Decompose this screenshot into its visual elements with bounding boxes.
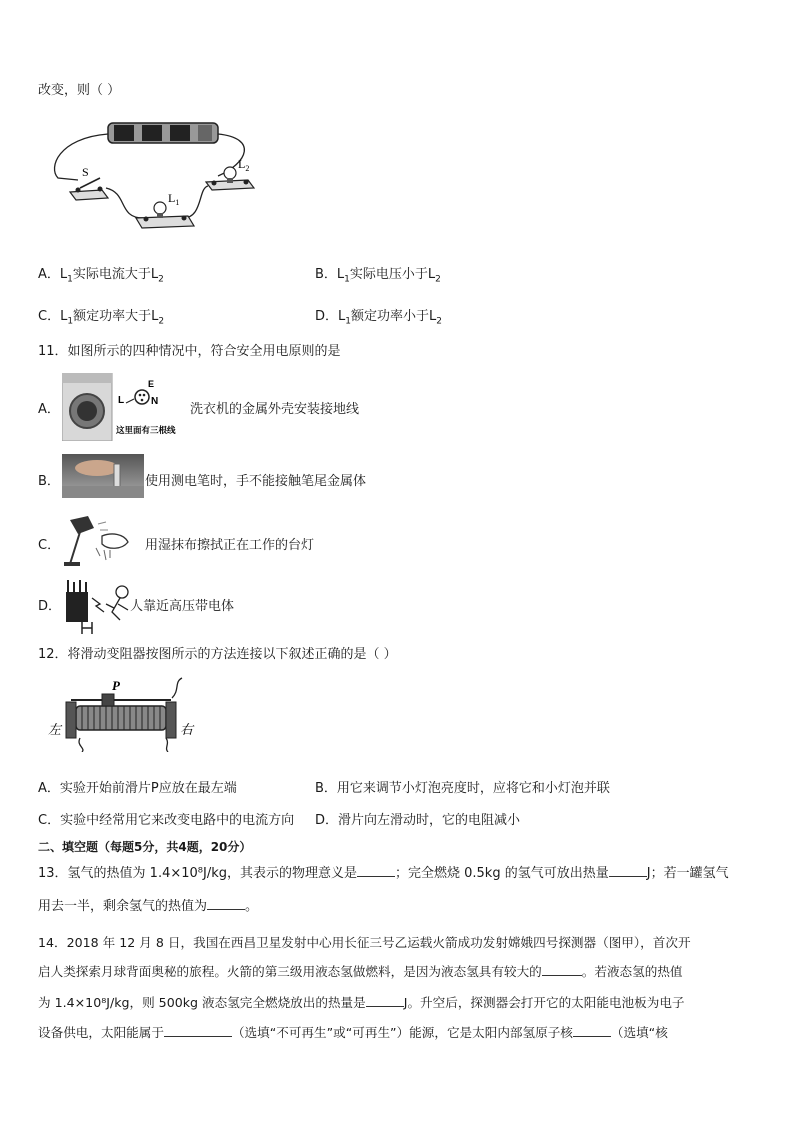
q13-line1: 13．氢气的热值为 1.4×10⁸J/kg，其表示的物理意义是 ；完全燃烧 0.5kg 的氢气可放出热量 J；若一罐氢气 (38, 866, 729, 881)
q14-blank-2[interactable] (366, 994, 404, 1007)
q11-option-a-text: 洗衣机的金属外壳安装接地线 (190, 402, 360, 417)
test-pen-image (62, 454, 144, 498)
three-wire-plug-icon (126, 390, 149, 404)
slider-p-label: P (112, 678, 120, 693)
q12-option-a: A．实验开始前滑片P应放在最左端 (38, 781, 237, 796)
washing-machine-image (62, 373, 190, 441)
q13-blank-2[interactable] (609, 864, 647, 877)
q11-option-a-letter: A． (38, 402, 60, 417)
q14-blank-1[interactable] (542, 963, 582, 976)
q14-blank-3[interactable] (164, 1024, 232, 1037)
q11-option-c-text: 用湿抹布擦拭正在工作的台灯 (145, 538, 315, 553)
q11-option-c-letter: C． (38, 538, 61, 553)
q14-line4: 设备供电，太阳能属于 （选填“不可再生”或“可再生”）能源，它是太阳内部氢原子核 （选填“核 (38, 1025, 668, 1040)
bulb-l1-label: $L_1$ (168, 191, 180, 207)
q14-line2: 启人类探索月球背面奥秘的旅程。火箭的第三级用液态氢做燃料，是因为液态氢具有较大的 。若液态氢的热值 (38, 964, 683, 979)
q12-stem: 12．将滑动变阻器按图所示的方法连接以下叙述正确的是（ ） (38, 647, 397, 662)
wire-label-l: L (118, 395, 125, 406)
circuit-diagram-figure (48, 118, 278, 238)
right-end-label: 右 (180, 723, 194, 738)
q13-blank-3[interactable] (207, 897, 245, 910)
wire-label-e: E (148, 379, 155, 389)
q14-line3: 为 1.4×10⁸J/kg，则 500kg 液态氢完全燃烧放出的热量是 J。升空后，探测器会打开它的太阳能电池板为电子 (38, 995, 685, 1010)
q12-option-d: D．滑片向左滑动时，它的电阻减小 (315, 813, 521, 828)
sliding-rheostat-figure (46, 676, 196, 752)
q10-option-d: D．$L_1$额定功率小于$L_2$ (315, 309, 442, 327)
q11-option-d-text: 人靠近高压带电体 (130, 599, 235, 614)
switch-icon (70, 178, 108, 200)
q10-option-a: A．$L_1$实际电流大于$L_2$ (38, 267, 164, 285)
q14-blank-4[interactable] (573, 1024, 611, 1037)
q10-option-c: C．$L_1$额定功率大于$L_2$ (38, 309, 165, 327)
q14-line1: 14．2018 年 12 月 8 日，我国在西昌卫星发射中心用长征三号乙运载火箭成功发射嫦娥四号探测器（图甲），首次开 (38, 935, 691, 950)
q11-option-b-letter: B． (38, 474, 60, 489)
desk-lamp-image (62, 514, 144, 568)
q10-stem-tail: 改变，则（ ） (38, 83, 121, 98)
left-end-label: 左 (48, 723, 62, 738)
q13-line2: 用去一半，剩余氢气的热值为 。 (38, 899, 259, 914)
switch-label: S (82, 165, 89, 179)
bulb-l2-label: $L_2$ (238, 157, 250, 173)
bulb-l1-icon (136, 202, 194, 228)
q12-option-b: B．用它来调节小灯泡亮度时，应将它和小灯泡并联 (315, 781, 610, 796)
battery-icon (108, 123, 218, 143)
q11-option-b-text: 使用测电笔时，手不能接触笔尾金属体 (145, 474, 367, 489)
wire-caption: 这里面有三根线 (116, 426, 176, 436)
wire-label-n: N (151, 396, 159, 407)
section-title: 二、填空题（每题5分，共4题，20分） (38, 840, 252, 854)
q12-option-c: C．实验中经常用它来改变电路中的电流方向 (38, 813, 295, 828)
q13-blank-1[interactable] (357, 864, 395, 877)
q10-option-b: B．$L_1$实际电压小于$L_2$ (315, 267, 441, 285)
q11-option-d-letter: D． (38, 599, 62, 614)
q11-stem: 11．如图所示的四种情况中，符合安全用电原则的是 (38, 344, 341, 359)
